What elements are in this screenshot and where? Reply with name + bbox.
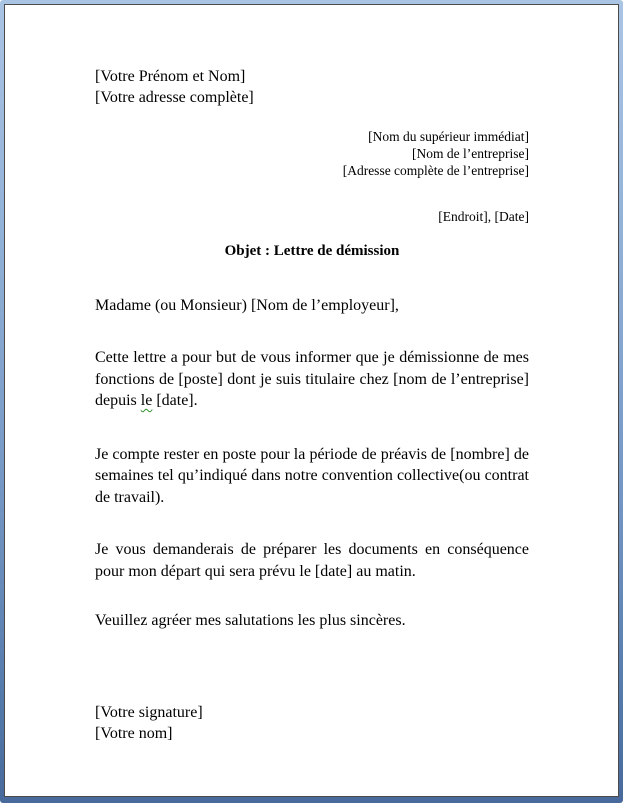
- body-paragraph-2: Je compte rester en poste pour la période de préavis de [nombre] de semaines tel qu’indiqué dans notre convention collective(ou contrat de travail).: [95, 445, 529, 506]
- recipient-superior: [Nom du supérieur immédiat]: [368, 129, 529, 144]
- recipient-company: [Nom de l’entreprise]: [412, 146, 529, 161]
- place-date-line: [Endroit], [Date]: [438, 209, 529, 224]
- body-paragraph-1: [95, 347, 529, 412]
- sender-block: [95, 66, 529, 108]
- signature-placeholder: [Votre signature]: [95, 704, 203, 721]
- paragraph-1-text-before: Cette lettre a pour but de vous informer que je démissionne de mes fonctions de [poste] dont je suis titulaire chez [nom de l’entreprise] depuis: [95, 349, 529, 409]
- recipient-block: [95, 128, 529, 179]
- paragraph-1-text-after: [date].: [152, 392, 198, 409]
- sender-address: [Votre adresse complète]: [95, 89, 254, 106]
- grammar-flagged-word: le: [140, 392, 153, 409]
- salutation-line: Madame (ou Monsieur) [Nom de l’employeur],: [95, 297, 399, 314]
- sender-name: [Votre Prénom et Nom]: [95, 68, 246, 85]
- recipient-company-address: [Adresse complète de l’entreprise]: [342, 163, 529, 178]
- signature-block: [95, 702, 529, 744]
- body-paragraph-3: Je vous demanderais de préparer les documents en conséquence pour mon départ qui sera prévu le [date] au matin.: [95, 541, 529, 580]
- subject-line: Objet : Lettre de démission: [224, 243, 400, 259]
- name-placeholder: [Votre nom]: [95, 725, 173, 742]
- document-page: [4, 4, 619, 797]
- closing-line: Veuillez agréer mes salutations les plus sincères.: [95, 612, 406, 629]
